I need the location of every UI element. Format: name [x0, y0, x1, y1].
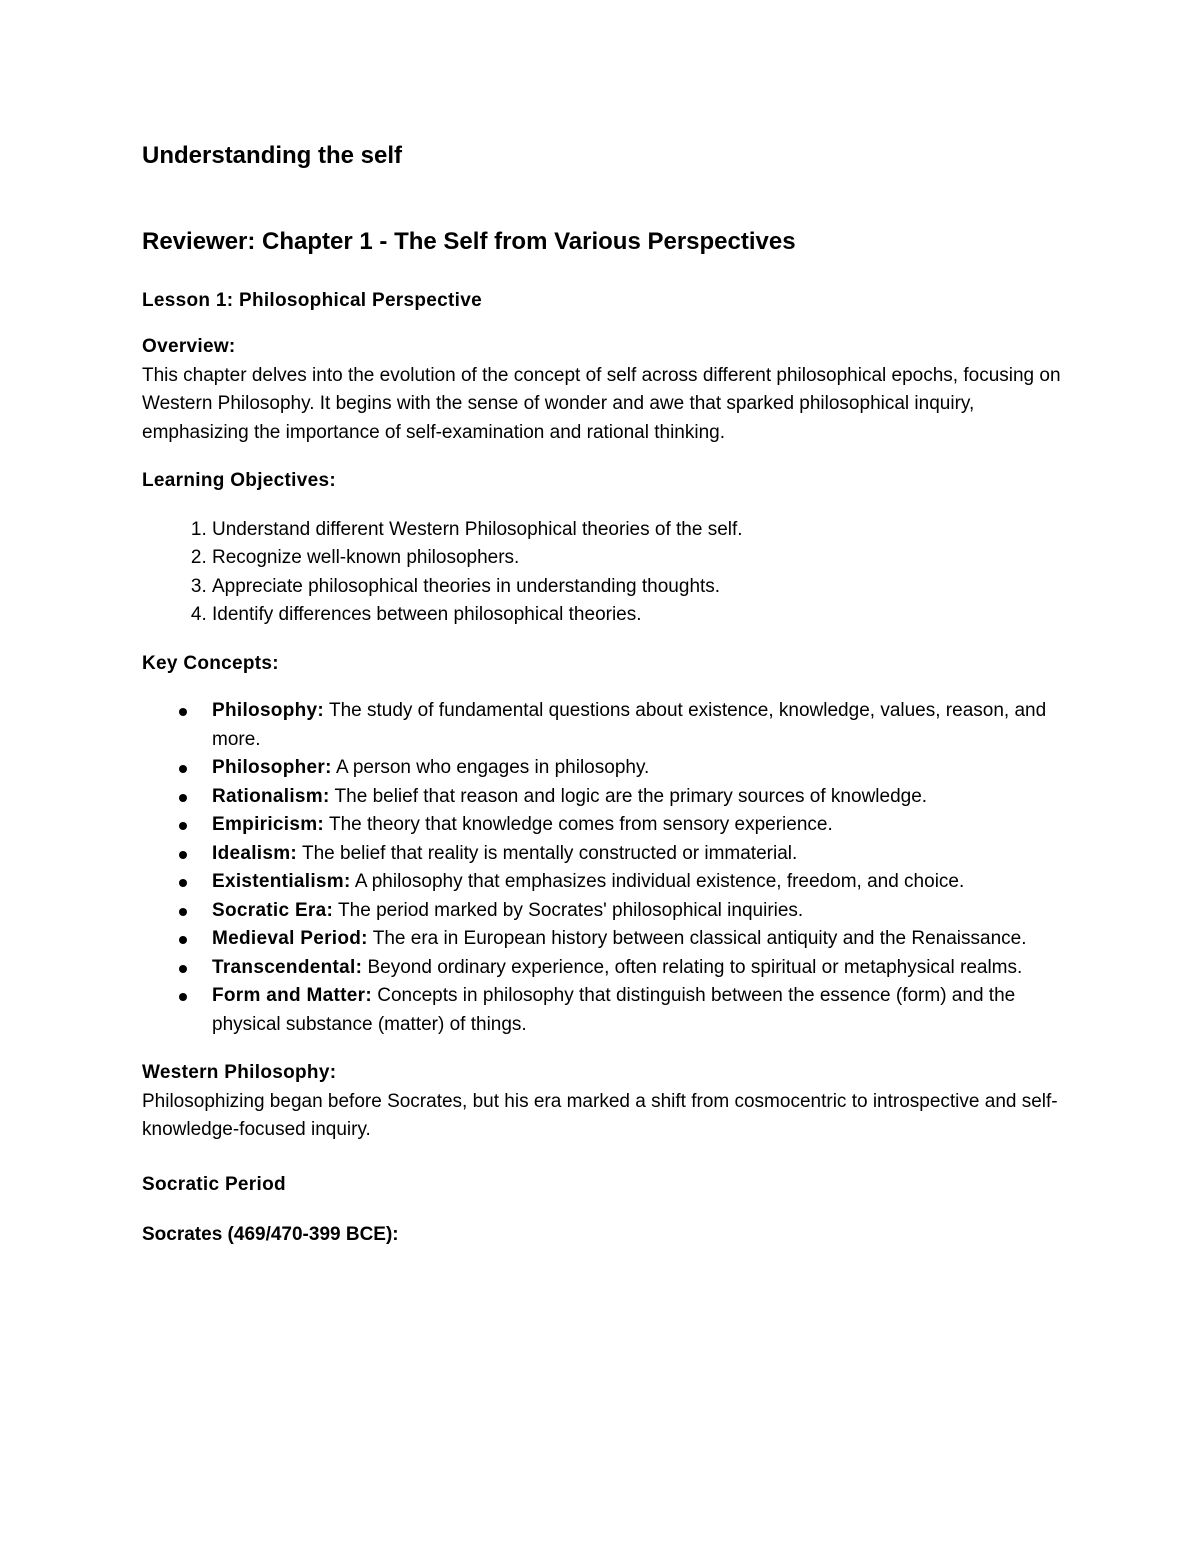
overview-text: This chapter delves into the evolution of the concept of self across different philosophical epochs, focusing on Western Philosophy. It begins with the sense of wonder and awe that sparked philosophical inquiry, emphasizing the importance of self-examination and rational thinking. [142, 364, 1061, 443]
bullet-icon [179, 708, 187, 716]
concept-item [142, 954, 1062, 983]
document-title: Understanding the self [142, 142, 403, 169]
concept-term: Philosophy: [212, 700, 325, 721]
concept-term: Form and Matter: [212, 985, 372, 1006]
overview-section [142, 333, 1062, 447]
concept-term: Socratic Era: [212, 899, 334, 921]
socrates-heading: Socrates (469/470-399 BCE): [142, 1223, 399, 1245]
concept-item [142, 754, 1062, 783]
bullet-icon [179, 936, 187, 944]
concept-definition: Concepts in philosophy that distinguish between the essence (form) and the physical substance (matter) of things. [212, 985, 1016, 1035]
concept-definition: A person who engages in philosophy. [331, 757, 650, 778]
objective-item: 3. Appreciate philosophical theories in understanding thoughts. [212, 573, 1062, 602]
concept-item [142, 811, 1062, 840]
concept-item [142, 868, 1062, 897]
concept-term: Existentialism: [212, 871, 351, 892]
concept-definition: The era in European history between classical antiquity and the Renaissance. [367, 928, 1027, 949]
document-page [142, 138, 1062, 1249]
objective-item: 1. Understand different Western Philosophical theories of the self. [212, 516, 1062, 545]
bullet-icon [179, 822, 187, 830]
key-concepts-section [142, 650, 1062, 1040]
learning-objectives-list [142, 516, 1062, 630]
concept-term: Idealism: [212, 842, 298, 864]
key-concepts-list [142, 697, 1062, 1039]
concept-definition: The belief that reason and logic are the primary sources of knowledge. [329, 785, 928, 807]
bullet-icon [179, 879, 187, 887]
bullet-icon [179, 908, 187, 916]
learning-objectives-label: Learning Objectives: [142, 470, 336, 491]
concept-item [142, 925, 1062, 954]
western-philosophy-section [142, 1059, 1062, 1145]
concept-item [142, 982, 1062, 1039]
overview-label: Overview: [142, 336, 236, 357]
objective-item: 2. Recognize well-known philosophers. [212, 544, 1062, 573]
chapter-title: Reviewer: Chapter 1 - The Self from Various Perspectives [142, 228, 796, 255]
concept-item [142, 897, 1062, 926]
western-philosophy-label: Western Philosophy: [142, 1062, 337, 1083]
bullet-icon [179, 965, 187, 973]
concept-term: Philosopher: [212, 757, 332, 778]
western-philosophy-text: Philosophizing began before Socrates, but his era marked a shift from cosmocentric to introspective and self-knowledge-focused inquiry. [142, 1090, 1058, 1140]
concept-definition: The belief that reality is mentally constructed or immaterial. [297, 842, 798, 864]
objective-item: 4. Identify differences between philosophical theories. [212, 601, 1062, 630]
bullet-icon [179, 851, 187, 859]
concept-term: Transcendental: [212, 956, 363, 978]
concept-term: Empiricism: [212, 814, 325, 835]
learning-objectives-section [142, 467, 1062, 630]
concept-definition: The theory that knowledge comes from sensory experience. [324, 814, 833, 835]
key-concepts-label: Key Concepts: [142, 652, 279, 674]
concept-item [142, 840, 1062, 869]
concept-item [142, 697, 1062, 754]
bullet-icon [179, 993, 187, 1001]
concept-definition: The period marked by Socrates' philosophical inquiries. [333, 899, 804, 921]
bullet-icon [179, 765, 187, 773]
concept-item [142, 783, 1062, 812]
concept-term: Rationalism: [212, 785, 330, 807]
concept-definition: Beyond ordinary experience, often relating to spiritual or metaphysical realms. [362, 956, 1023, 978]
concept-definition: A philosophy that emphasizes individual existence, freedom, and choice. [350, 871, 965, 892]
bullet-icon [179, 794, 187, 802]
concept-term: Medieval Period: [212, 928, 368, 949]
lesson-title: Lesson 1: Philosophical Perspective [142, 290, 482, 311]
concept-definition: The study of fundamental questions about existence, knowledge, values, reason, and more. [212, 700, 1047, 750]
socratic-period-title: Socratic Period [142, 1173, 286, 1195]
